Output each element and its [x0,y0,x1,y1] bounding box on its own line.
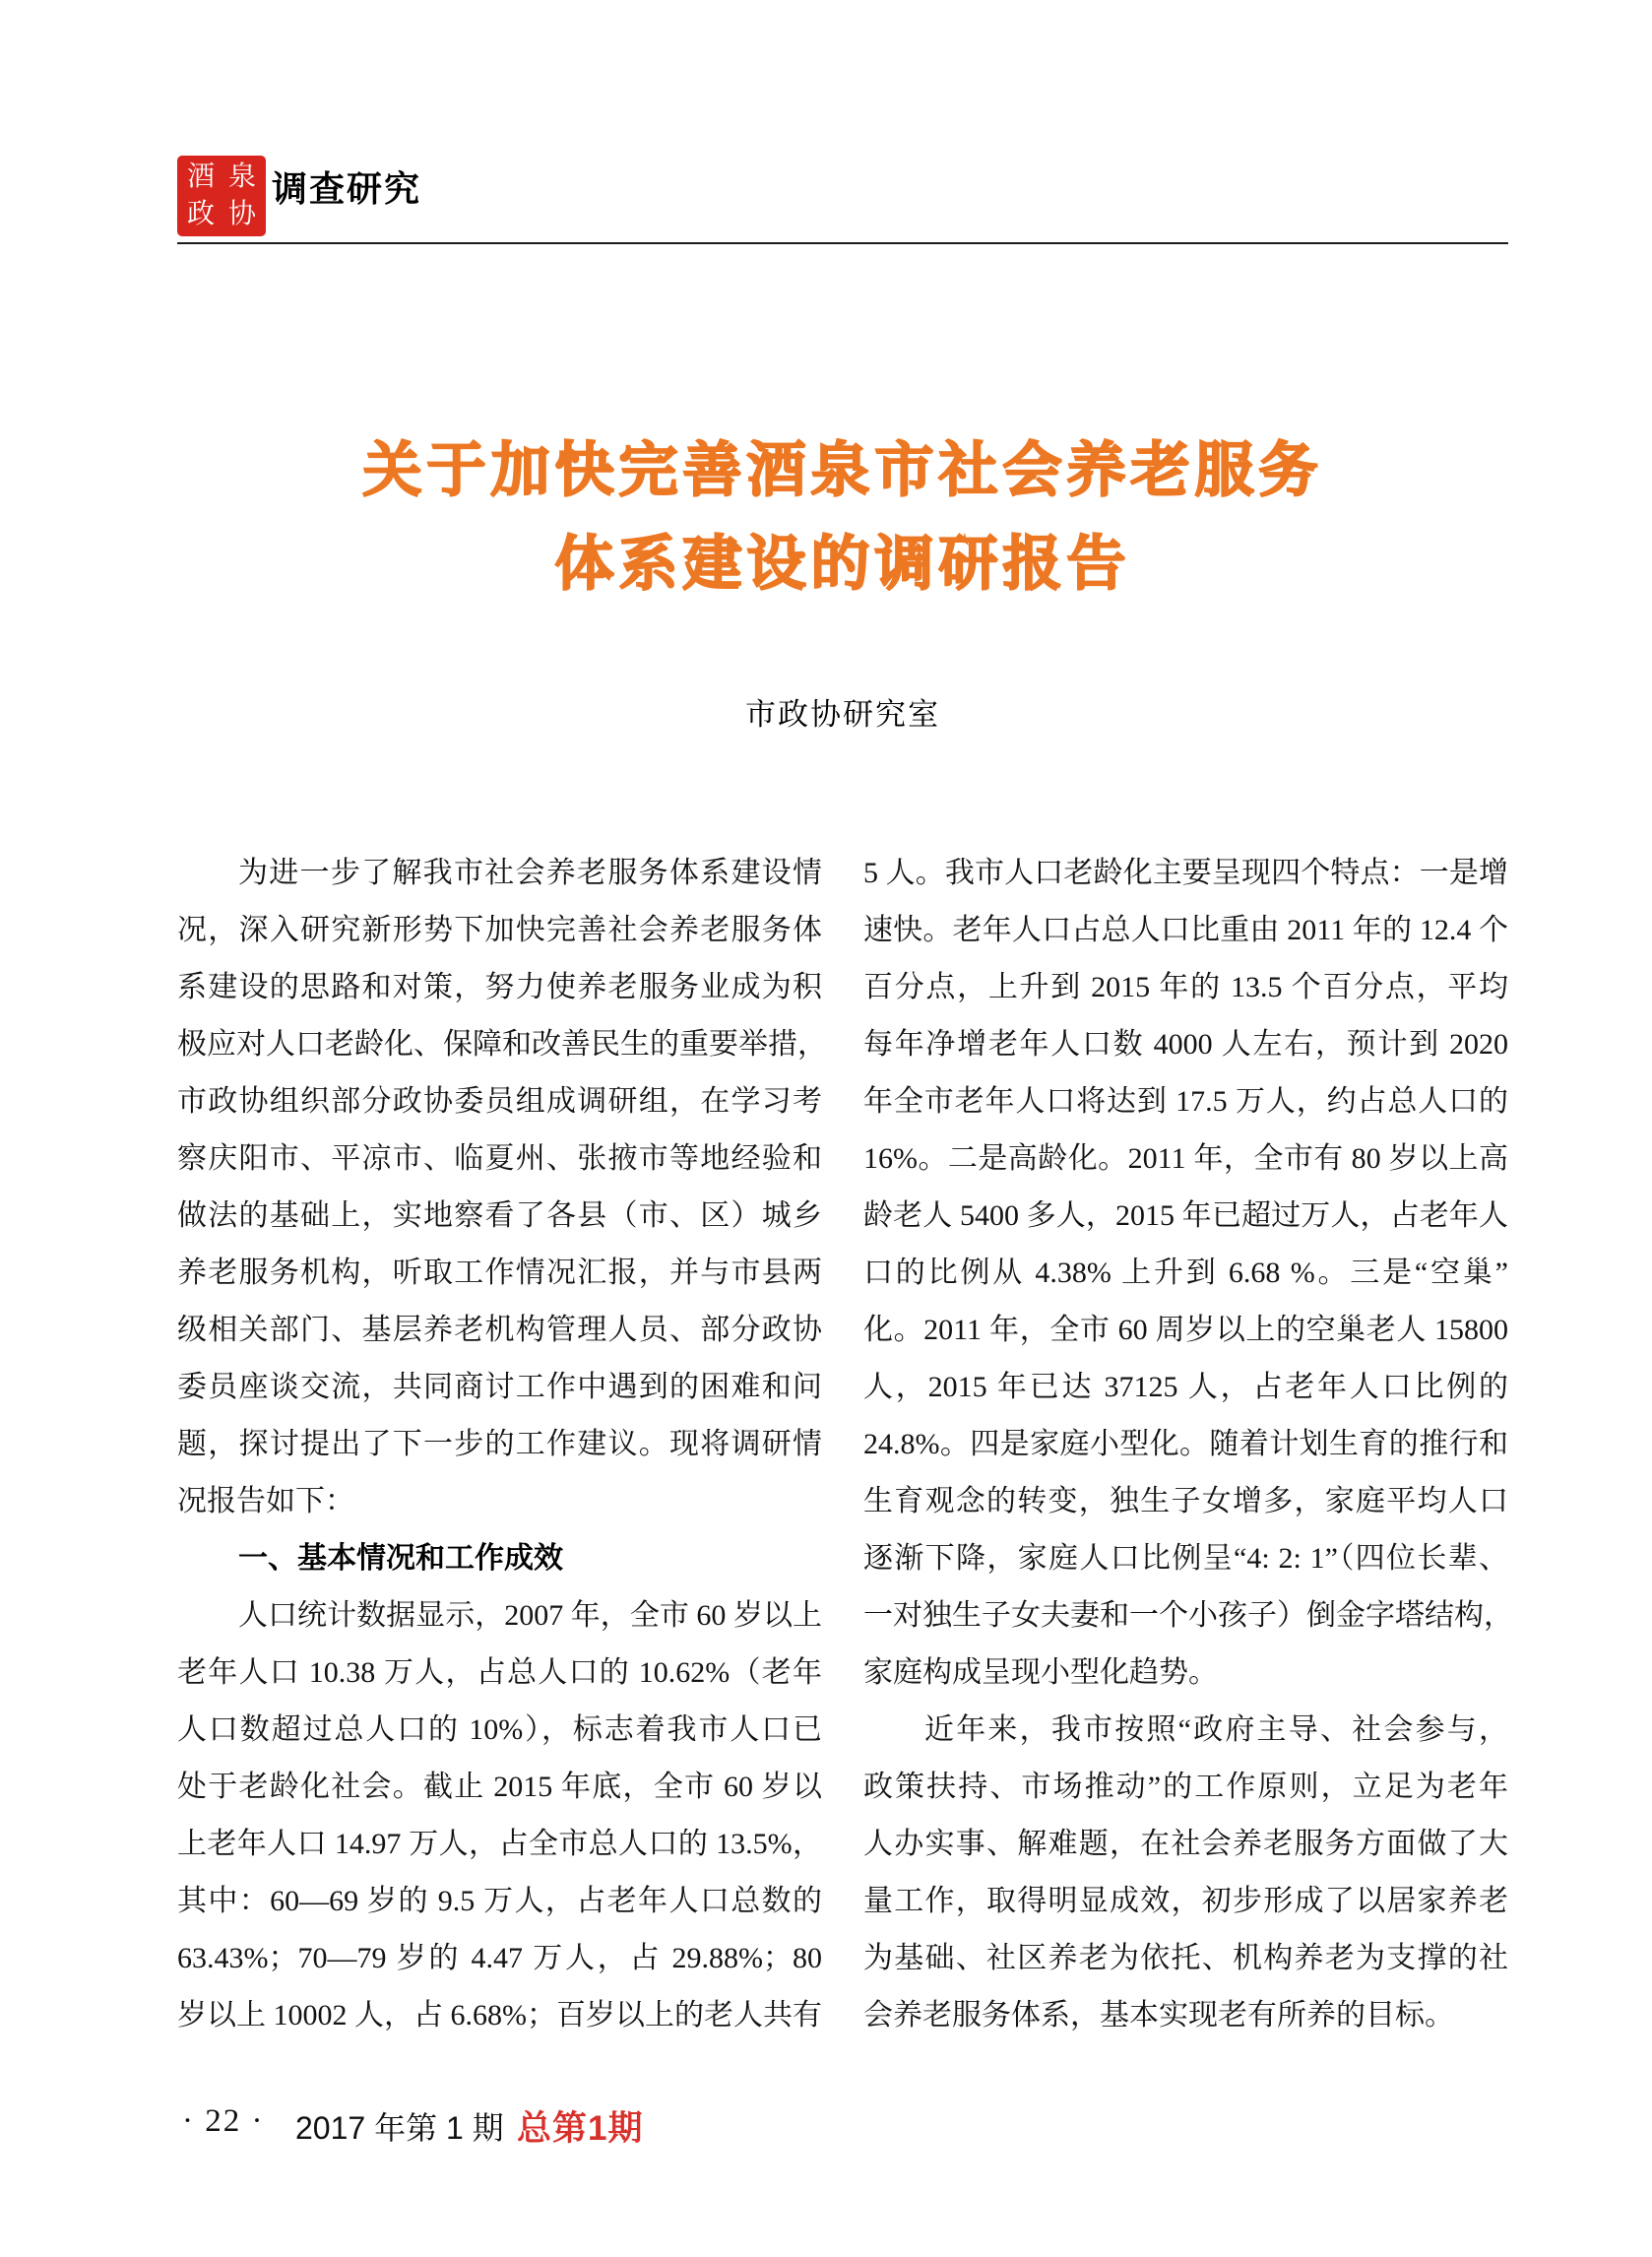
body-line: 百分点，上升到 2015 年的 13.5 个百分点，平均 [863,971,1508,1003]
article-title-line-2: 体系建设的调研报告 [554,531,1131,597]
body-line: 为进一步了解我市社会养老服务体系建设情 [238,857,822,889]
body-line: 政策扶持、市场推动”的工作原则，立足为老年 [863,1771,1508,1803]
seal-char: 协 [227,199,256,229]
body-line: 一对独生子女夫妻和一个小孩子）倒金字塔结构， [863,1599,1513,1632]
left-column [177,845,827,2044]
body-line: 系建设的思路和对策，努力使养老服务业成为积 [177,971,822,1003]
body-line: 人口数超过总人口的 10%），标志着我市人口已 [177,1713,822,1746]
section-heading: 一、基本情况和工作成效 [238,1542,563,1575]
body-line: 极应对人口老龄化、保障和改善民生的重要举措， [177,1028,827,1061]
body-line: 市政协组织部分政协委员组成调研组，在学习考 [177,1085,822,1118]
body-line: 做法的基础上，实地察看了各县（市、区）城乡 [177,1199,822,1232]
body-line: 况，深入研究新形势下加快完善社会养老服务体 [177,914,822,946]
body-line: 养老服务机构，听取工作情况汇报，并与市县两 [177,1257,822,1289]
right-column [863,845,1513,2044]
body-line: 级相关部门、基层养老机构管理人员、部分政协 [177,1314,822,1346]
body-line: 16%。二是高龄化。2011 年，全市有 80 岁以上高 [863,1142,1508,1175]
body-line: 年全市老年人口将达到 17.5 万人，约占总人口的 [863,1085,1508,1118]
body-line: 5 人。我市人口老龄化主要呈现四个特点：一是增 [863,857,1508,889]
body-line: 近年来，我市按照“政府主导、社会参与， [924,1713,1508,1746]
body-line: 题，探讨提出了下一步的工作建议。现将调研情 [177,1428,822,1460]
body-line: 速快。老年人口占总人口比重由 2011 年的 12.4 个 [863,914,1508,946]
seal-char: 政 [186,199,215,229]
body-line: 人，2015 年已达 37125 人，占老年人口比例的 [863,1371,1508,1403]
body-line: 上老年人口 14.97 万人，占全市总人口的 13.5%， [177,1828,822,1860]
body-line: 察庆阳市、平凉市、临夏州、张掖市等地经验和 [177,1142,822,1175]
body-line: 岁以上 10002 人，占 6.68%；百岁以上的老人共有 [177,1999,822,2031]
body-line: 老年人口 10.38 万人，占总人口的 10.62%（老年 [177,1656,822,1689]
article-title [177,423,1508,611]
author-line: 市政协研究室 [745,697,940,732]
section-label: 调查研究 [272,168,422,209]
body-line: 况报告如下： [177,1485,354,1517]
body-line: 会养老服务体系，基本实现老有所养的目标。 [863,1999,1454,2031]
body-line: 每年净增老年人口数 4000 人左右，预计到 2020 [863,1028,1508,1061]
body-line: 为基础、社区养老为依托、机构养老为支撑的社 [863,1942,1508,1974]
body-line: 生育观念的转变，独生子女增多，家庭平均人口 [863,1485,1508,1517]
seal-char: 泉 [227,161,256,192]
issue-total-label: 总第1期 [517,2109,644,2148]
header-divider [177,242,1508,244]
body-line: 委员座谈交流，共同商讨工作中遇到的困难和问 [177,1371,822,1403]
body-line: 其中：60—69 岁的 9.5 万人，占老年人口总数的 [177,1885,822,1917]
body-line: 63.43%；70—79 岁的 4.47 万人，占 29.88%；80 [177,1942,822,1974]
journal-seal-logo [177,156,266,236]
body-line: 口的比例从 4.38% 上升到 6.68 %。三是“空巢” [863,1257,1508,1289]
body-line: 逐渐下降，家庭人口比例呈“4: 2: 1”（四位长辈、 [863,1542,1508,1575]
body-line: 量工作，取得明显成效，初步形成了以居家养老 [863,1885,1508,1917]
body-line: 龄老人 5400 多人，2015 年已超过万人，占老年人 [863,1199,1508,1232]
body-line: 人口统计数据显示，2007 年，全市 60 岁以上 [238,1599,822,1632]
body-line: 家庭构成呈现小型化趋势。 [863,1656,1218,1689]
body-line: 处于老龄化社会。截止 2015 年底，全市 60 岁以 [177,1771,822,1803]
body-line: 人办实事、解难题，在社会养老服务方面做了大 [863,1828,1508,1860]
page-number: · 22 · [182,2103,265,2139]
page-footer [0,2103,1652,2147]
article-title-line-1: 关于加快完善酒泉市社会养老服务 [362,437,1323,503]
seal-char: 酒 [186,161,215,192]
issue-label: 2017 年第 1 期 [295,2110,504,2146]
body-line: 24.8%。四是家庭小型化。随着计划生育的推行和 [863,1428,1508,1460]
body-line: 化。2011 年，全市 60 周岁以上的空巢老人 15800 [863,1314,1508,1346]
